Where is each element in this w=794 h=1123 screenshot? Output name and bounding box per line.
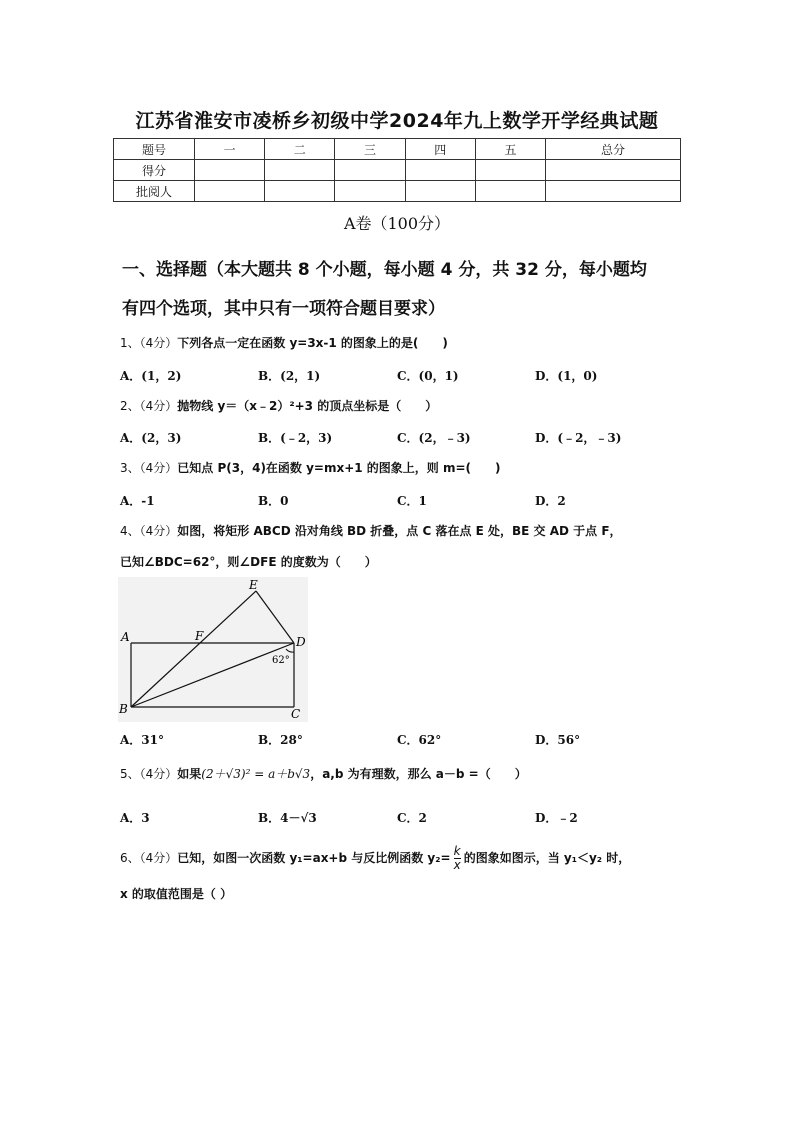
option-c: C．2 [397,811,427,825]
score-table-row [114,160,681,181]
question-2 [120,398,685,414]
option-a: A．(2，3) [120,431,182,445]
question-text: ，a,b 为有理数，那么 a－b =（ ） [310,767,527,781]
fraction-denominator: x [453,858,461,872]
question-text: 如图，将矩形 ABCD 沿对角线 BD 折叠，点 C 落在点 E 处，BE 交 AD 于点 F， [177,524,622,538]
option-a: A．-1 [120,494,155,508]
table-cell [335,181,405,202]
question-4-line2: 已知∠BDC=62°，则∠DFE 的度数为（ ） [120,555,377,569]
table-cell [546,160,681,181]
section-heading-line2: 有四个选项，其中只有一项符合题目要求） [122,299,445,319]
question-6 [120,843,685,873]
table-cell [195,181,265,202]
question-text: 抛物线 y＝（x﹣2）²+3 的顶点坐标是（ ） [177,399,438,413]
option-d: D．(﹣2，﹣3) [535,431,622,445]
option-c: C．(2，﹣3) [397,431,471,445]
score-table-header-row [114,139,681,160]
question-number: 6、（4分） [120,851,178,865]
label-f: F [195,629,204,643]
folded-rectangle-figure [118,577,308,722]
table-cell [265,181,335,202]
table-cell: 总分 [546,139,681,160]
question-text: 已知点 P(3，4)在函数 y=mx+1 的图象上，则 m=( ) [177,461,501,475]
figure-background [118,577,308,722]
option-a: A．3 [120,811,150,825]
table-cell: 一 [195,139,265,160]
option-c: C．1 [397,494,427,508]
question-text: 下列各点一定在函数 y=3x-1 的图象上的是( ) [177,336,448,350]
option-a: A．31° [120,733,165,747]
question-5 [120,766,685,782]
table-cell: 批阅人 [114,181,195,202]
question-3 [120,460,685,476]
table-cell: 三 [335,139,405,160]
label-b: B [119,702,128,716]
fraction-numerator: k [453,844,461,858]
question-text-pre: 已知，如图一次函数 y₁=ax+b 与反比例函数 y₂= [177,851,451,865]
question-text-pre: 如果 [177,767,202,781]
table-cell: 四 [405,139,475,160]
option-a: A．(1，2) [120,369,182,383]
table-cell [475,160,545,181]
table-cell [405,181,475,202]
option-b: B．4－√3 [258,811,317,825]
question-text-post: 的图象如图示，当 y₁＜y₂ 时， [463,851,631,865]
label-c: C [291,707,301,721]
question-number: 3、（4分） [120,461,178,475]
option-b: B．(2，1) [258,369,321,383]
question-number: 1、（4分） [120,336,178,350]
question-1 [120,335,685,351]
score-table [113,138,681,202]
option-c: C．(0，1) [397,369,459,383]
question-6-line2: x 的取值范围是（ ） [120,887,233,901]
section-heading-line1: 一、选择题（本大题共 8 个小题，每小题 4 分，共 32 分，每小题均 [122,260,647,280]
label-e: E [249,578,258,592]
score-table-row [114,181,681,202]
option-b: B．28° [258,733,303,747]
option-b: B．(﹣2，3) [258,431,333,445]
table-cell [265,160,335,181]
option-d: D．(1，0) [535,369,598,383]
angle-label: 62° [272,655,290,666]
question-number: 4、（4分） [120,524,178,538]
option-d: D．2 [535,494,566,508]
fraction-k-over-x [454,845,461,872]
option-d: D．56° [535,733,581,747]
table-cell: 题号 [114,139,195,160]
section-subtitle: A卷（100分） [343,214,451,233]
table-cell: 得分 [114,160,195,181]
table-cell [405,160,475,181]
option-d: D．﹣2 [535,811,578,825]
table-cell: 二 [265,139,335,160]
table-cell [475,181,545,202]
option-b: B．0 [258,494,289,508]
table-cell [546,181,681,202]
label-d: D [296,635,306,649]
question-number: 2、（4分） [120,399,178,413]
question-4 [120,523,685,539]
table-cell [195,160,265,181]
math-expression: (2＋√3)² = a＋b√3 [201,767,311,781]
question-number: 5、（4分） [120,767,178,781]
option-c: C．62° [397,733,442,747]
table-cell: 五 [475,139,545,160]
page-title: 江苏省淮安市凌桥乡初级中学2024年九上数学开学经典试题 [135,110,659,132]
table-cell [335,160,405,181]
label-a: A [121,630,130,644]
